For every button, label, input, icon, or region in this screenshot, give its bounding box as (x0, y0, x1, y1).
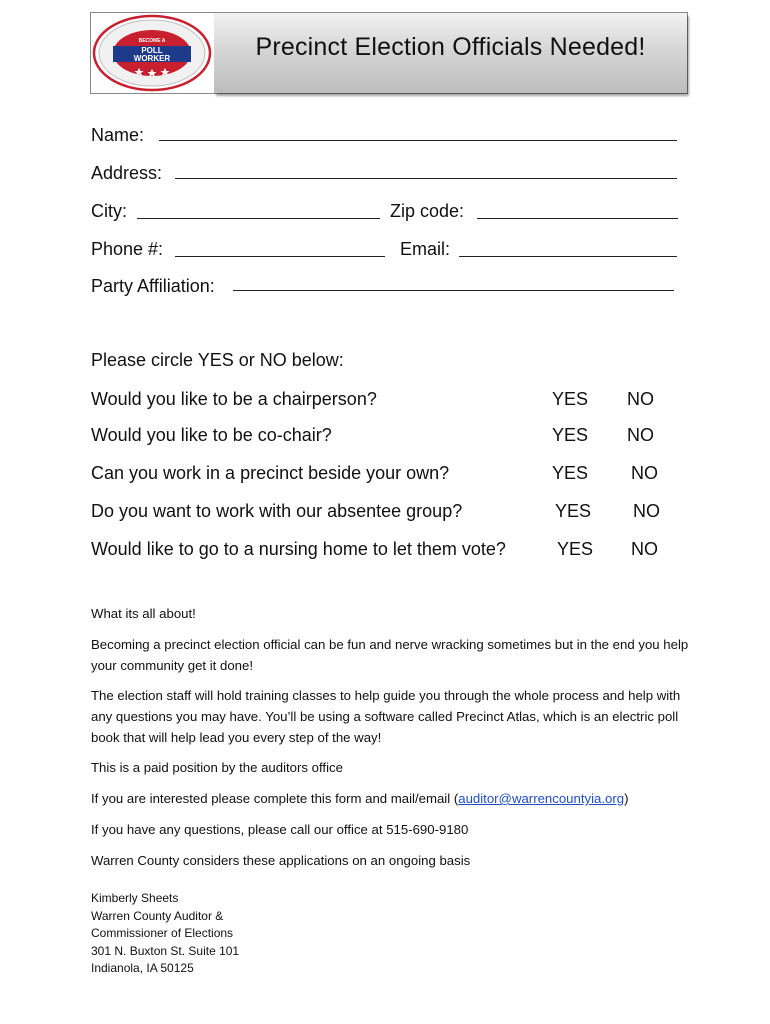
yes-option[interactable]: YES (552, 463, 589, 483)
question-absentee-group: Do you want to work with our absentee group? (91, 501, 463, 521)
party-affiliation-label: Party Affiliation: (91, 276, 215, 296)
question-co-chair: Would you like to be co-chair? (91, 425, 332, 445)
no-option[interactable]: NO (627, 389, 654, 409)
yes-option[interactable]: YES (552, 425, 589, 445)
signature-title-2: Commissioner of Elections (91, 926, 234, 940)
no-option[interactable]: NO (631, 539, 658, 559)
address-label: Address: (91, 163, 163, 183)
signature-name: Kimberly Sheets (91, 891, 179, 905)
header-banner (90, 12, 688, 94)
logo-main-line2: WORKER (133, 54, 171, 63)
info-heading: What its all about! (91, 606, 196, 621)
no-option[interactable]: NO (631, 463, 658, 483)
question-chairperson: Would you like to be a chairperson? (91, 389, 377, 409)
email-label: Email: (400, 239, 451, 259)
interest-text-close: ) (624, 791, 629, 806)
yes-option[interactable]: YES (555, 501, 592, 521)
page-title: Precinct Election Officials Needed! (255, 33, 646, 61)
address-field-line[interactable] (175, 178, 677, 179)
auditor-email-link[interactable]: auditor@warrencountyia.org (458, 791, 625, 806)
signature-block (91, 890, 239, 978)
city-field-line[interactable] (137, 218, 380, 219)
signature-street: 301 N. Buxton St. Suite 101 (91, 943, 240, 958)
no-option[interactable]: NO (633, 501, 660, 521)
city-label: City: (91, 201, 127, 221)
name-field-line[interactable] (159, 140, 677, 141)
title-box (214, 13, 687, 93)
phone-field-line[interactable] (175, 256, 385, 257)
phone-label: Phone #: (91, 239, 164, 259)
zip-code-field-line[interactable] (477, 218, 678, 219)
poll-worker-badge-icon (91, 13, 214, 93)
yes-option[interactable]: YES (552, 389, 589, 409)
circle-instruction: Please circle YES or NO below: (91, 350, 344, 370)
name-label: Name: (91, 125, 145, 145)
party-affiliation-field-line[interactable] (233, 290, 674, 291)
question-nursing-home: Would like to go to a nursing home to let them vote? (91, 539, 506, 559)
info-paragraph-paid: This is a paid position by the auditors office (91, 760, 343, 775)
info-paragraph-ongoing: Warren County considers these applications on an ongoing basis (91, 853, 471, 868)
info-paragraph-phone: If you have any questions, please call our office at 515-690-9180 (91, 822, 469, 837)
zip-code-label: Zip code: (390, 201, 465, 221)
signature-city: Indianola, IA 50125 (91, 961, 194, 975)
question-other-precinct: Can you work in a precinct beside your own? (91, 463, 450, 483)
interest-text: If you are interested please complete this form and mail/email ( (91, 791, 459, 806)
logo-top-text: BECOME A (138, 38, 166, 44)
email-field-line[interactable] (459, 256, 677, 257)
signature-title: Warren County Auditor & (91, 908, 224, 923)
info-paragraph-training: The election staff will hold training classes to help guide you through the whole process and help with any questions you may have. You’ll be using a software called Precinct Atlas, which is an electric poll book that will help lead you every step of the way! (91, 688, 681, 745)
yes-option[interactable]: YES (557, 539, 594, 559)
logo-main-line1: POLL (141, 46, 163, 55)
no-option[interactable]: NO (627, 425, 654, 445)
poll-worker-logo (91, 13, 214, 93)
info-paragraph-interest (91, 788, 691, 809)
info-paragraph-fun: Becoming a precinct election official can be fun and nerve wracking sometimes but in the end you help your community get it done! (91, 637, 689, 673)
